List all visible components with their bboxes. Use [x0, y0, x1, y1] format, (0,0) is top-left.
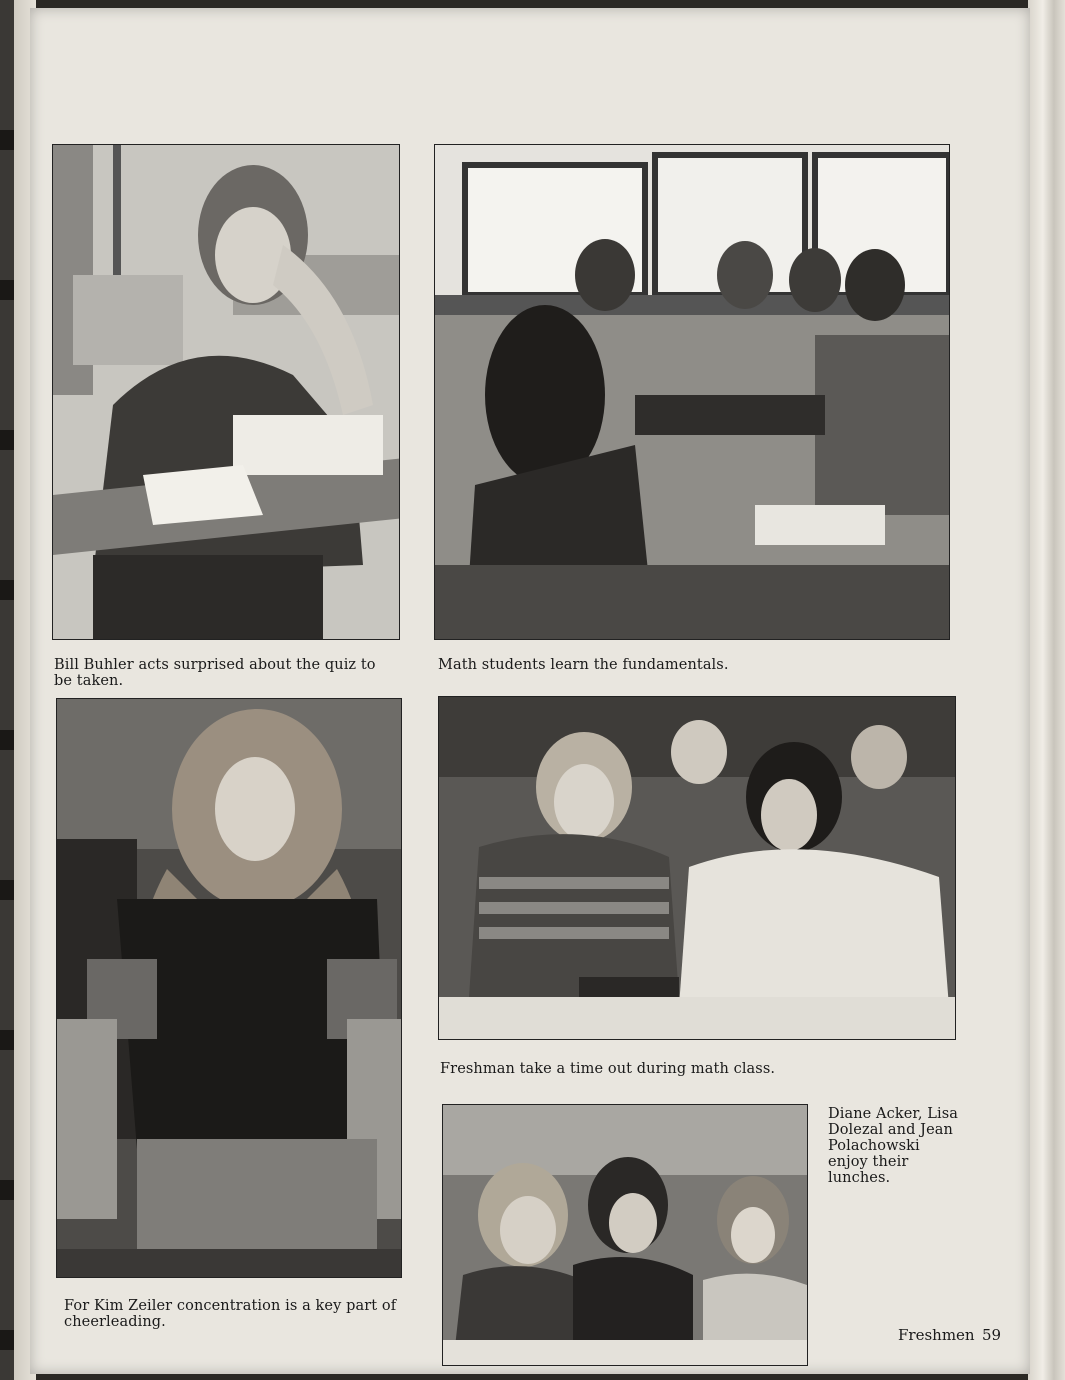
folio-page-number: 59	[982, 1326, 1002, 1344]
caption-photo1: Bill Buhler acts surprised about the quiz to be taken.	[54, 657, 376, 689]
caption-photo4: Freshman take a time out during math class.	[440, 1061, 776, 1077]
photo-lunches	[442, 1104, 808, 1366]
caption-photo2: Math students learn the fundamentals.	[438, 657, 729, 673]
photo-freshman-math-class	[438, 696, 956, 1040]
photo-math-classroom	[434, 144, 950, 640]
photo-kim-zeiler	[56, 698, 402, 1278]
page-edge	[1028, 0, 1065, 1380]
photo-student-at-desk	[52, 144, 400, 640]
caption-photo3: For Kim Zeiler concentration is a key part of cheerleading.	[64, 1298, 397, 1330]
folio-section: Freshmen	[898, 1326, 975, 1344]
caption-photo5: Diane Acker, Lisa Dolezal and Jean Polachowski enjoy their lunches.	[828, 1106, 959, 1186]
